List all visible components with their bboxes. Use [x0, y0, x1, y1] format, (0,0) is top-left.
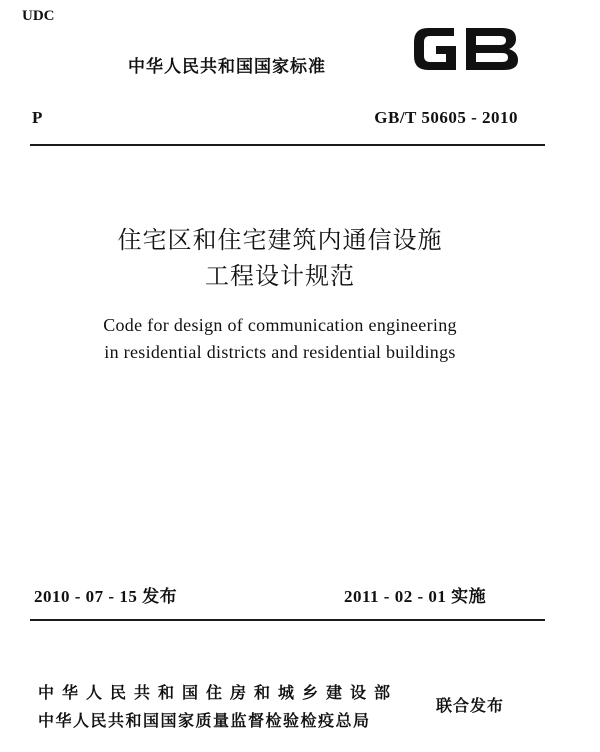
category-code: P	[32, 108, 43, 127]
standard-type-title: 中华人民共和国国家标准	[128, 57, 326, 77]
english-title-line2: in residential districts and residential buildings	[104, 342, 456, 362]
english-title	[0, 312, 560, 366]
issuer-aqsiq: 中华人民共和国国家质量监督检验检疫总局	[38, 711, 371, 730]
bottom-divider	[30, 619, 545, 621]
gb-logo-icon	[410, 22, 522, 76]
chinese-title-line1: 住宅区和住宅建筑内通信设施	[117, 226, 443, 254]
udc-label: UDC	[22, 8, 55, 24]
english-title-line1: Code for design of communication engineering	[103, 315, 457, 335]
chinese-title-line2: 工程设计规范	[205, 262, 355, 290]
top-divider	[30, 144, 545, 146]
chinese-title	[0, 222, 560, 294]
issue-date: 2010 - 07 - 15 发布	[34, 587, 178, 606]
issuer-ministry-housing: 中华人民共和国住房和城乡建设部	[38, 683, 399, 702]
joint-issue-label: 联合发布	[436, 696, 505, 715]
implementation-date: 2011 - 02 - 01 实施	[344, 587, 487, 606]
standard-number: GB/T 50605 - 2010	[374, 108, 518, 127]
